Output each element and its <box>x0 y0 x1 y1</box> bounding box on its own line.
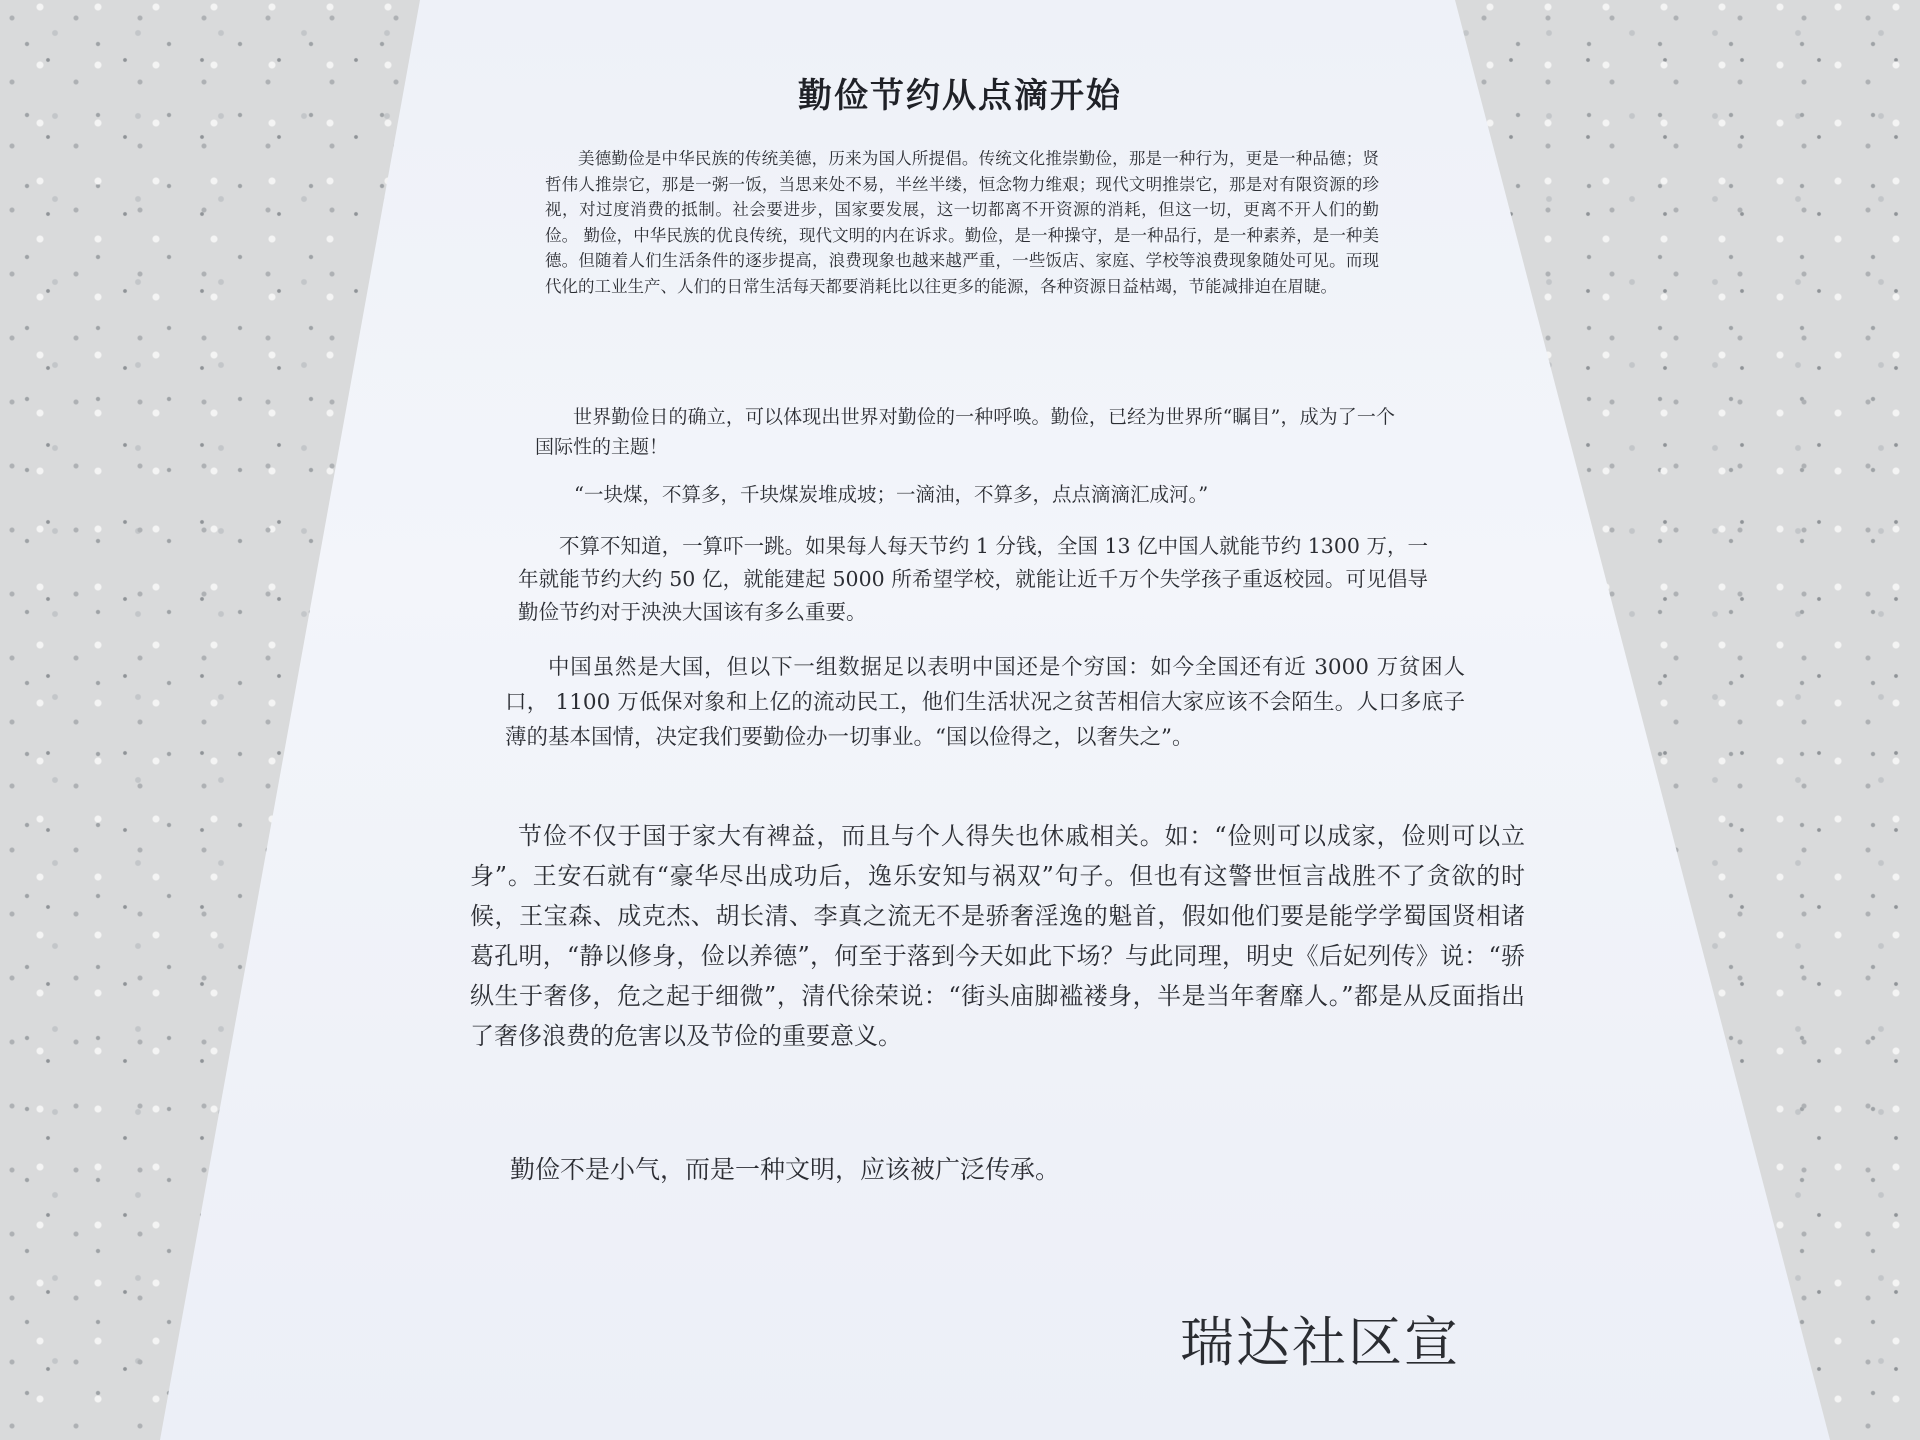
paragraph-5: 中国虽然是大国，但以下一组数据足以表明中国还是个穷国：如今全国还有近 3000 万贫困人口， 1100 万低保对象和上亿的流动民工，他们生活状况之贫苦相信大家应该不会陌生。人口多底子薄的基本国情，决定我们要勤俭办一切事业。“国以俭得之，以奢失之”。 <box>505 655 1465 750</box>
paragraph-6: 节俭不仅于国于家大有裨益，而且与个人得失也休戚相关。如：“俭则可以成家，俭则可以立身”。王安石就有“豪华尽出成功后，逸乐安知与祸双”句子。但也有这警世恒言战胜不了贪欲的时候，王宝森、成克杰、胡长清、李真之流无不是骄奢淫逸的魁首，假如他们要是能学学蜀国贤相诸葛孔明，“静以修身，俭以养德”，何至于落到今天如此下场？与此同理，明史《后妃列传》说：“骄纵生于奢侈，危之起于细微”，清代徐荣说：“街头庙脚褴褛身，半是当年奢靡人。”都是从反面指出了奢侈浪费的危害以及节俭的重要意义。 <box>470 822 1525 1050</box>
signature: 瑞达社区宣 <box>1180 1311 1460 1374</box>
paragraph-7: 勤俭不是小气，而是一种文明，应该被广泛传承。 <box>510 1155 1061 1184</box>
paragraph-1: 美德勤俭是中华民族的传统美德，历来为国人所提倡。传统文化推崇勤俭，那是一种行为，更是一种品德；贤哲伟人推崇它，那是一粥一饭，当思来处不易，半丝半缕，恒念物力维艰；现代文明推崇它，那是对有限资源的珍视，对过度消费的抵制。社会要进步，国家要发展，这一切都离不开资源的消耗，但这一切，更离不开人们的勤俭。 勤俭，中华民族的优良传统，现代文明的内在诉求。勤俭，是一种操守，是一种品行，是一种素养，是一种美德。但随着人们生活条件的逐步提高，浪费现象也越来越严重，一些饭店、家庭、学校等浪费现象随处可见。而现代化的工业生产、人们的日常生活每天都要消耗比以往更多的能源，各种资源日益枯竭，节能减排迫在眉睫。 <box>545 149 1379 296</box>
paragraph-4: 不算不知道，一算吓一跳。如果每人每天节约 1 分钱，全国 13 亿中国人就能节约 1300 万，一年就能节约大约 50 亿，就能建起 5000 所希望学校，就能让近千万个失学孩子重返校园。可见倡导勤俭节约对于泱泱大国该有多么重要。 <box>518 534 1428 624</box>
paragraph-3: “一块煤，不算多，千块煤炭堆成坡；一滴油，不算多，点点滴滴汇成河。” <box>574 483 1209 506</box>
paragraph-2: 世界勤俭日的确立，可以体现出世界对勤俭的一种呼唤。勤俭，已经为世界所“瞩目”，成为了一个国际性的主题！ <box>535 406 1395 458</box>
document-title: 勤俭节约从点滴开始 <box>798 76 1122 116</box>
